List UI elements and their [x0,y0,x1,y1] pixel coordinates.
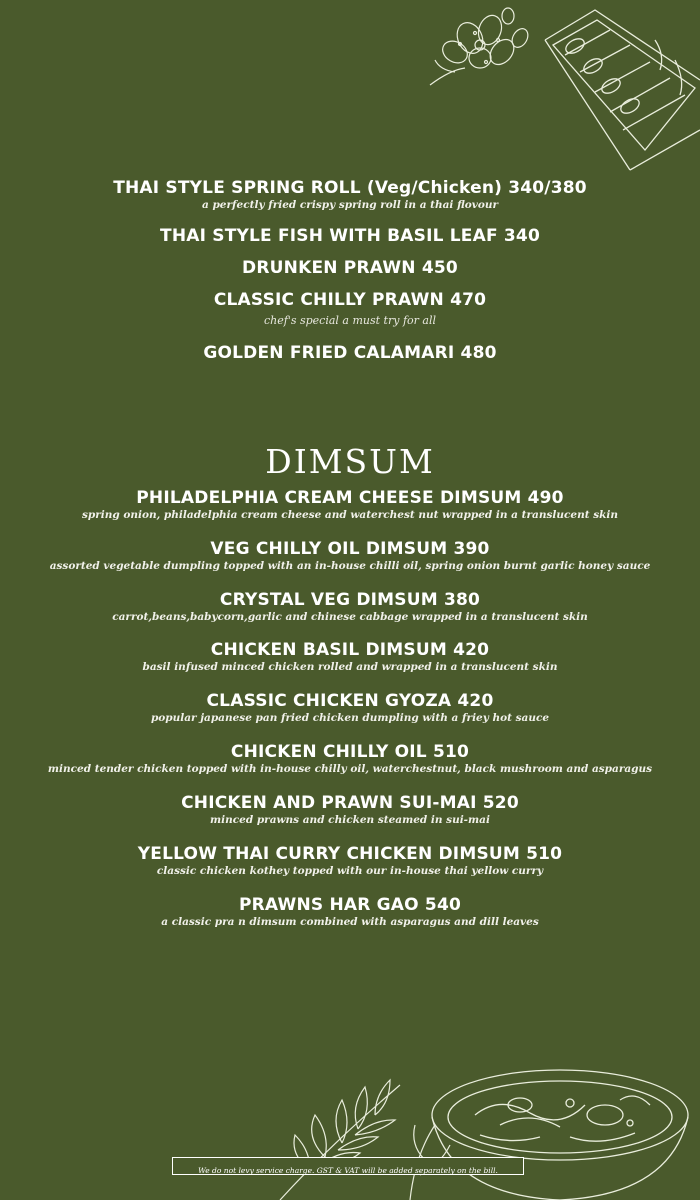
item-description: classic chicken kothey topped with our in-house thai yellow curry [156,865,544,877]
item-name: YELLOW THAI CURRY CHICKEN DIMSUM 510 [137,844,563,864]
item-name: CHICKEN AND PRAWN SUI-MAI 520 [181,793,519,813]
footer-notice [172,1157,524,1175]
flower-illustration [410,0,550,90]
item-name: CHICKEN BASIL DIMSUM 420 [210,640,490,660]
item-description: carrot,beans,babycorn,garlic and chinese cabbage wrapped in a translucent skin [112,611,588,623]
menu-item [0,343,700,363]
item-name: CLASSIC CHICKEN GYOZA 420 [206,691,494,711]
item-description: assorted vegetable dumpling topped with an in-house chilli oil, spring onion burnt garlic honey sauce [49,560,651,572]
menu-item [0,539,700,573]
item-description: a classic pra n dimsum combined with asparagus and dill leaves [161,916,539,928]
item-name: THAI STYLE SPRING ROLL (Veg/Chicken) 340/380 [113,178,587,198]
footer-text: We do not levy service charge. GST & VAT will be added separately on the bill. [198,1166,498,1175]
item-description: minced tender chicken topped with in-house chilly oil, waterchestnut, black mushroom and asparagus [47,763,653,775]
menu-item [0,488,700,522]
item-description: popular japanese pan fried chicken dumpling with a friey hot sauce [150,712,550,724]
menu-item [0,793,700,827]
item-name: PHILADELPHIA CREAM CHEESE DIMSUM 490 [136,488,564,508]
soup-bowl-illustration [420,1055,700,1200]
menu-item [0,226,700,246]
menu-item [0,640,700,674]
item-name: THAI STYLE FISH WITH BASIL LEAF 340 [160,226,540,246]
menu-item [0,691,700,725]
item-name: CRYSTAL VEG DIMSUM 380 [219,590,481,610]
menu-item [0,178,700,212]
item-name: GOLDEN FRIED CALAMARI 480 [203,343,497,363]
menu-item [0,258,700,278]
menu-item [0,895,700,929]
item-description: chef's special a must try for all [263,314,436,327]
item-name: CLASSIC CHILLY PRAWN 470 [213,290,487,310]
item-name: CHICKEN CHILLY OIL 510 [230,742,470,762]
item-name: PRAWNS HAR GAO 540 [238,895,462,915]
menu-item [0,590,700,624]
item-description: basil infused minced chicken rolled and wrapped in a translucent skin [142,661,558,673]
item-description: spring onion, philadelphia cream cheese and waterchest nut wrapped in a translucent skin [81,509,619,521]
spring-roll-illustration [535,0,700,175]
item-name: DRUNKEN PRAWN 450 [242,258,458,278]
item-description: minced prawns and chicken steamed in sui-mai [210,814,490,826]
item-name: VEG CHILLY OIL DIMSUM 390 [210,539,490,559]
section-title: DIMSUM [265,442,435,481]
item-description: a perfectly fried crispy spring roll in a thai flovour [202,199,498,211]
menu-item [0,290,700,327]
menu-item [0,742,700,776]
menu-item [0,844,700,878]
